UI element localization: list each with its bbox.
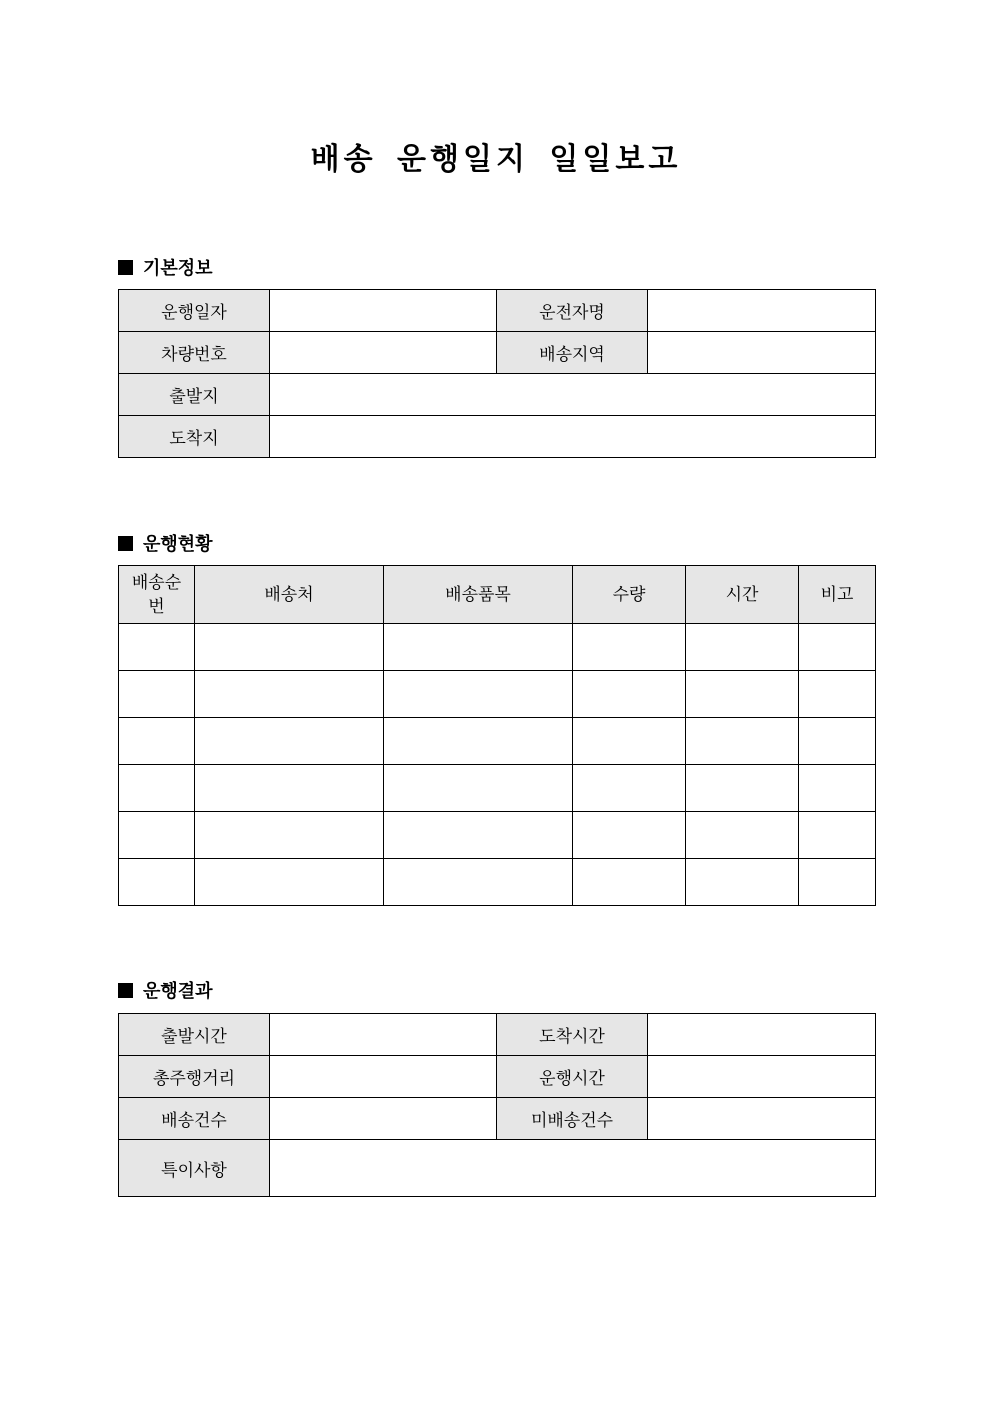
remarks-cell[interactable] — [799, 718, 876, 765]
destination-cell[interactable] — [195, 765, 384, 812]
destination-field[interactable] — [270, 416, 876, 458]
quantity-cell[interactable] — [573, 812, 686, 859]
remarks-cell[interactable] — [799, 812, 876, 859]
region-field[interactable] — [648, 332, 876, 374]
destination-cell[interactable] — [195, 671, 384, 718]
section-heading-result — [118, 977, 213, 1003]
origin-field[interactable] — [270, 374, 876, 416]
remarks-cell[interactable] — [799, 765, 876, 812]
section-heading-status — [118, 530, 213, 556]
item-cell[interactable] — [384, 859, 573, 906]
table-row — [119, 1098, 876, 1140]
sequence-cell[interactable] — [119, 765, 195, 812]
date-label: 운행일자 — [119, 290, 270, 332]
column-header-item: 배송품목 — [384, 566, 573, 624]
driver-label: 운전자명 — [497, 290, 648, 332]
undelivered-count-field[interactable] — [648, 1098, 876, 1140]
vehicle-field[interactable] — [270, 332, 497, 374]
depart-time-field[interactable] — [270, 1014, 497, 1056]
total-distance-label: 총주행거리 — [119, 1056, 270, 1098]
remarks-cell[interactable] — [799, 671, 876, 718]
destination-cell[interactable] — [195, 812, 384, 859]
table-row — [119, 765, 876, 812]
square-bullet-icon — [118, 260, 133, 275]
delivery-status-table — [118, 565, 876, 906]
arrive-time-label: 도착시간 — [497, 1014, 648, 1056]
depart-time-label: 출발시간 — [119, 1014, 270, 1056]
driver-field[interactable] — [648, 290, 876, 332]
table-row — [119, 718, 876, 765]
quantity-cell[interactable] — [573, 859, 686, 906]
sequence-cell[interactable] — [119, 859, 195, 906]
table-row — [119, 1056, 876, 1098]
sequence-cell[interactable] — [119, 812, 195, 859]
square-bullet-icon — [118, 983, 133, 998]
time-cell[interactable] — [686, 718, 799, 765]
table-header-row — [119, 566, 876, 624]
time-cell[interactable] — [686, 765, 799, 812]
basic-info-table — [118, 289, 876, 458]
time-cell[interactable] — [686, 671, 799, 718]
region-label: 배송지역 — [497, 332, 648, 374]
section-heading-label: 운행결과 — [143, 981, 213, 1002]
table-row — [119, 332, 876, 374]
table-row — [119, 624, 876, 671]
drive-time-label: 운행시간 — [497, 1056, 648, 1098]
item-cell[interactable] — [384, 624, 573, 671]
sequence-cell[interactable] — [119, 624, 195, 671]
quantity-cell[interactable] — [573, 624, 686, 671]
square-bullet-icon — [118, 536, 133, 551]
date-field[interactable] — [270, 290, 497, 332]
table-row — [119, 416, 876, 458]
origin-label: 출발지 — [119, 374, 270, 416]
column-header-remarks: 비고 — [799, 566, 876, 624]
column-header-time: 시간 — [686, 566, 799, 624]
item-cell[interactable] — [384, 718, 573, 765]
item-cell[interactable] — [384, 765, 573, 812]
table-row — [119, 1014, 876, 1056]
destination-cell[interactable] — [195, 624, 384, 671]
vehicle-label: 차량번호 — [119, 332, 270, 374]
table-row — [119, 1140, 876, 1197]
table-row — [119, 859, 876, 906]
sequence-cell[interactable] — [119, 671, 195, 718]
undelivered-count-label: 미배송건수 — [497, 1098, 648, 1140]
section-heading-label: 기본정보 — [143, 258, 213, 279]
arrive-time-field[interactable] — [648, 1014, 876, 1056]
result-table — [118, 1013, 876, 1197]
quantity-cell[interactable] — [573, 765, 686, 812]
delivered-count-field[interactable] — [270, 1098, 497, 1140]
remarks-label: 특이사항 — [119, 1140, 270, 1197]
quantity-cell[interactable] — [573, 671, 686, 718]
time-cell[interactable] — [686, 859, 799, 906]
column-header-destination: 배송처 — [195, 566, 384, 624]
section-heading-label: 운행현황 — [143, 534, 213, 555]
destination-cell[interactable] — [195, 859, 384, 906]
item-cell[interactable] — [384, 671, 573, 718]
page-title: 배송 운행일지 일일보고 — [310, 142, 682, 177]
table-row — [119, 374, 876, 416]
sequence-cell[interactable] — [119, 718, 195, 765]
item-cell[interactable] — [384, 812, 573, 859]
destination-label: 도착지 — [119, 416, 270, 458]
quantity-cell[interactable] — [573, 718, 686, 765]
drive-time-field[interactable] — [648, 1056, 876, 1098]
total-distance-field[interactable] — [270, 1056, 497, 1098]
section-heading-basic-info — [118, 254, 213, 280]
column-header-quantity: 수량 — [573, 566, 686, 624]
delivered-count-label: 배송건수 — [119, 1098, 270, 1140]
remarks-cell[interactable] — [799, 624, 876, 671]
remarks-cell[interactable] — [799, 859, 876, 906]
destination-cell[interactable] — [195, 718, 384, 765]
time-cell[interactable] — [686, 812, 799, 859]
time-cell[interactable] — [686, 624, 799, 671]
column-header-sequence: 배송순번 — [119, 566, 195, 624]
table-row — [119, 290, 876, 332]
remarks-field[interactable] — [270, 1140, 876, 1197]
table-row — [119, 812, 876, 859]
table-row — [119, 671, 876, 718]
